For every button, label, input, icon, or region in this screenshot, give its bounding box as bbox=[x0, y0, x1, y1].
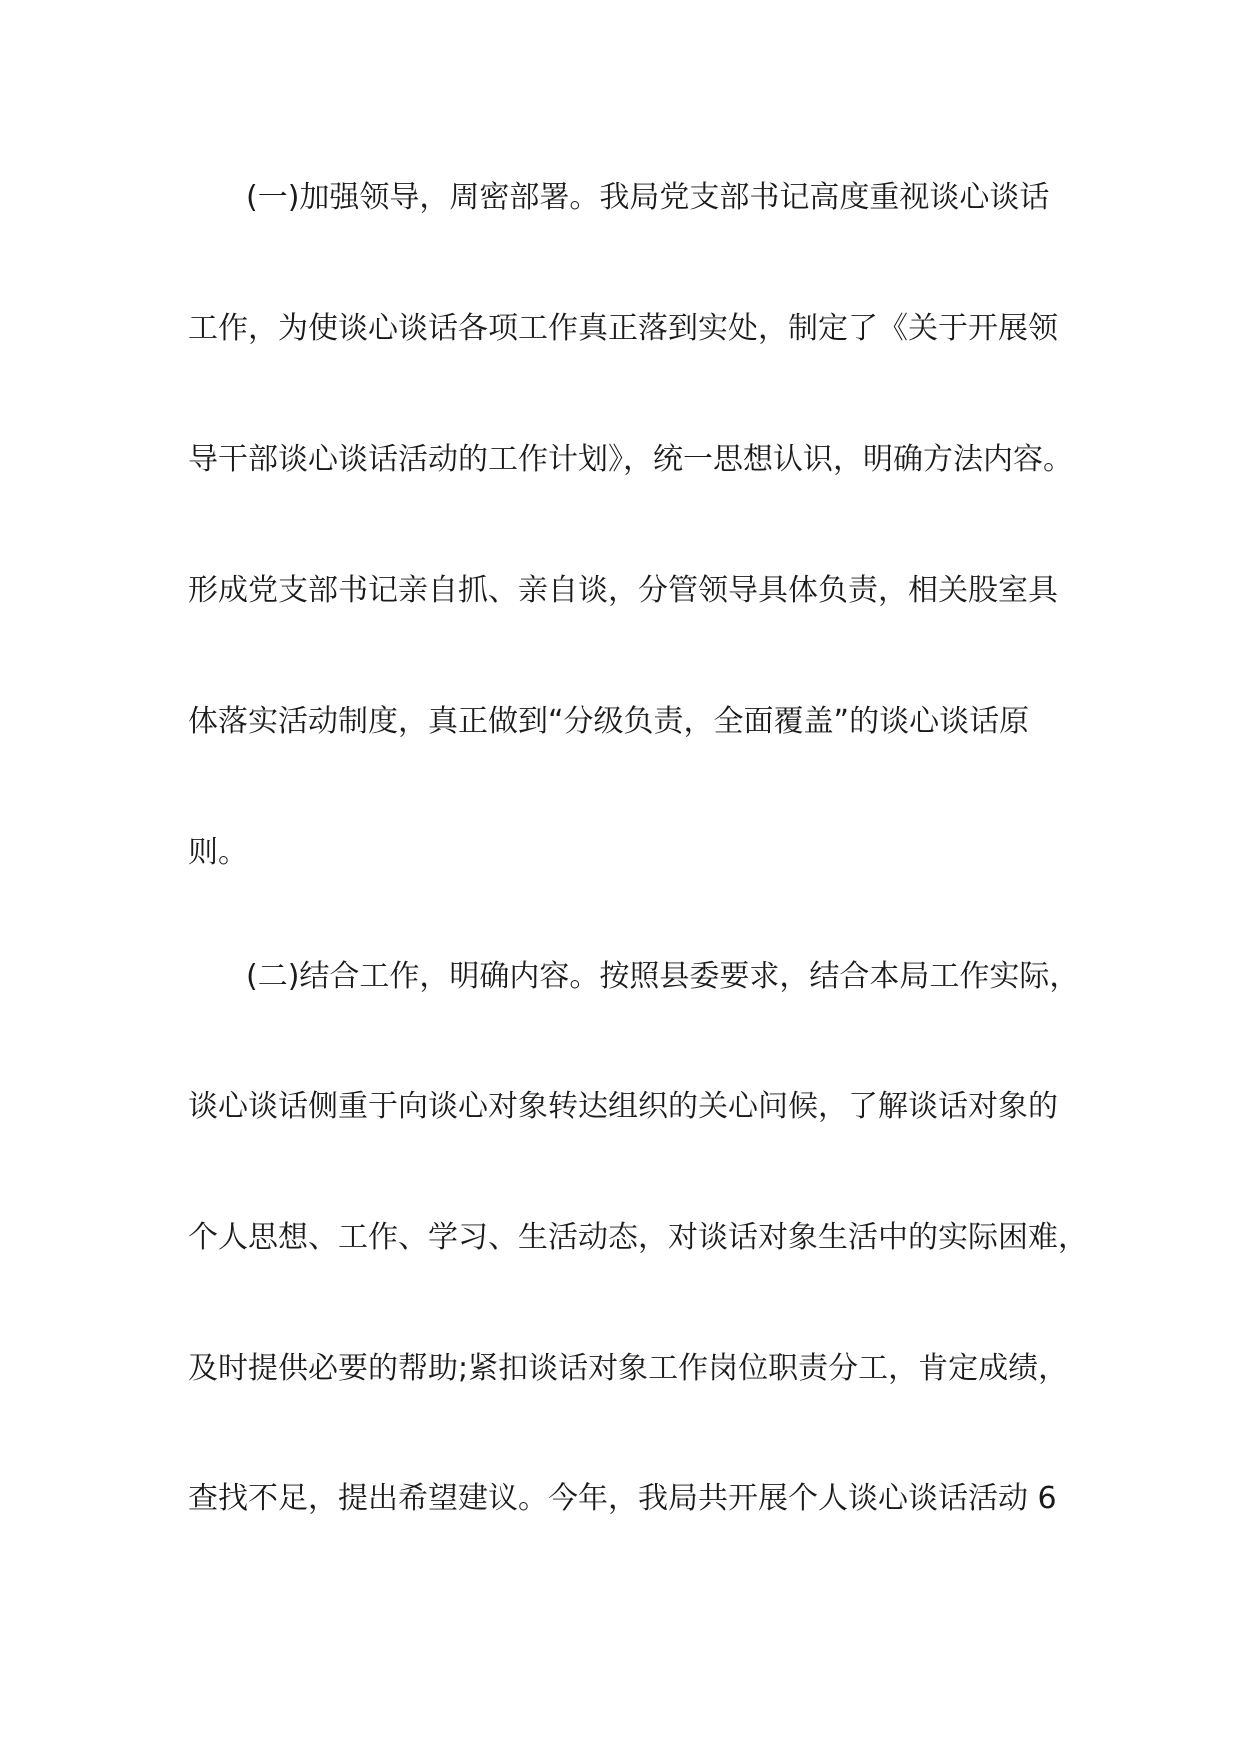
paragraph-2-line-3: 个人思想、工作、学习、生活动态，对谈话对象生活中的实际困难， bbox=[188, 1220, 1088, 1255]
paragraph-2-line-2: 谈心谈话侧重于向谈心对象转达组织的关心问候，了解谈话对象的 bbox=[188, 1089, 1058, 1124]
paragraph-1-line-2: 工作，为使谈心谈话各项工作真正落到实处，制定了《关于开展领 bbox=[188, 311, 1058, 346]
paragraph-2-line-5: 查找不足，提出希望建议。今年，我局共开展个人谈心谈话活动 6 bbox=[188, 1481, 1057, 1516]
paragraph-1-line-5: 体落实活动制度，真正做到“分级负责，全面覆盖”的谈心谈话原 bbox=[188, 704, 1030, 739]
paragraph-2-line-1: (二)结合工作，明确内容。按照县委要求，结合本局工作实际， bbox=[246, 959, 1080, 994]
paragraph-1-line-1: (一)加强领导，周密部署。我局党支部书记高度重视谈心谈话 bbox=[246, 180, 1050, 215]
paragraph-2-line-4: 及时提供必要的帮助;紧扣谈话对象工作岗位职责分工，肯定成绩， bbox=[188, 1351, 1069, 1386]
paragraph-1-line-6: 则。 bbox=[188, 835, 248, 870]
paragraph-1-line-3: 导干部谈心谈话活动的工作计划》，统一思想认识，明确方法内容。 bbox=[188, 442, 1073, 477]
paragraph-1-line-4: 形成党支部书记亲自抓、亲自谈，分管领导具体负责，相关股室具 bbox=[188, 573, 1058, 608]
